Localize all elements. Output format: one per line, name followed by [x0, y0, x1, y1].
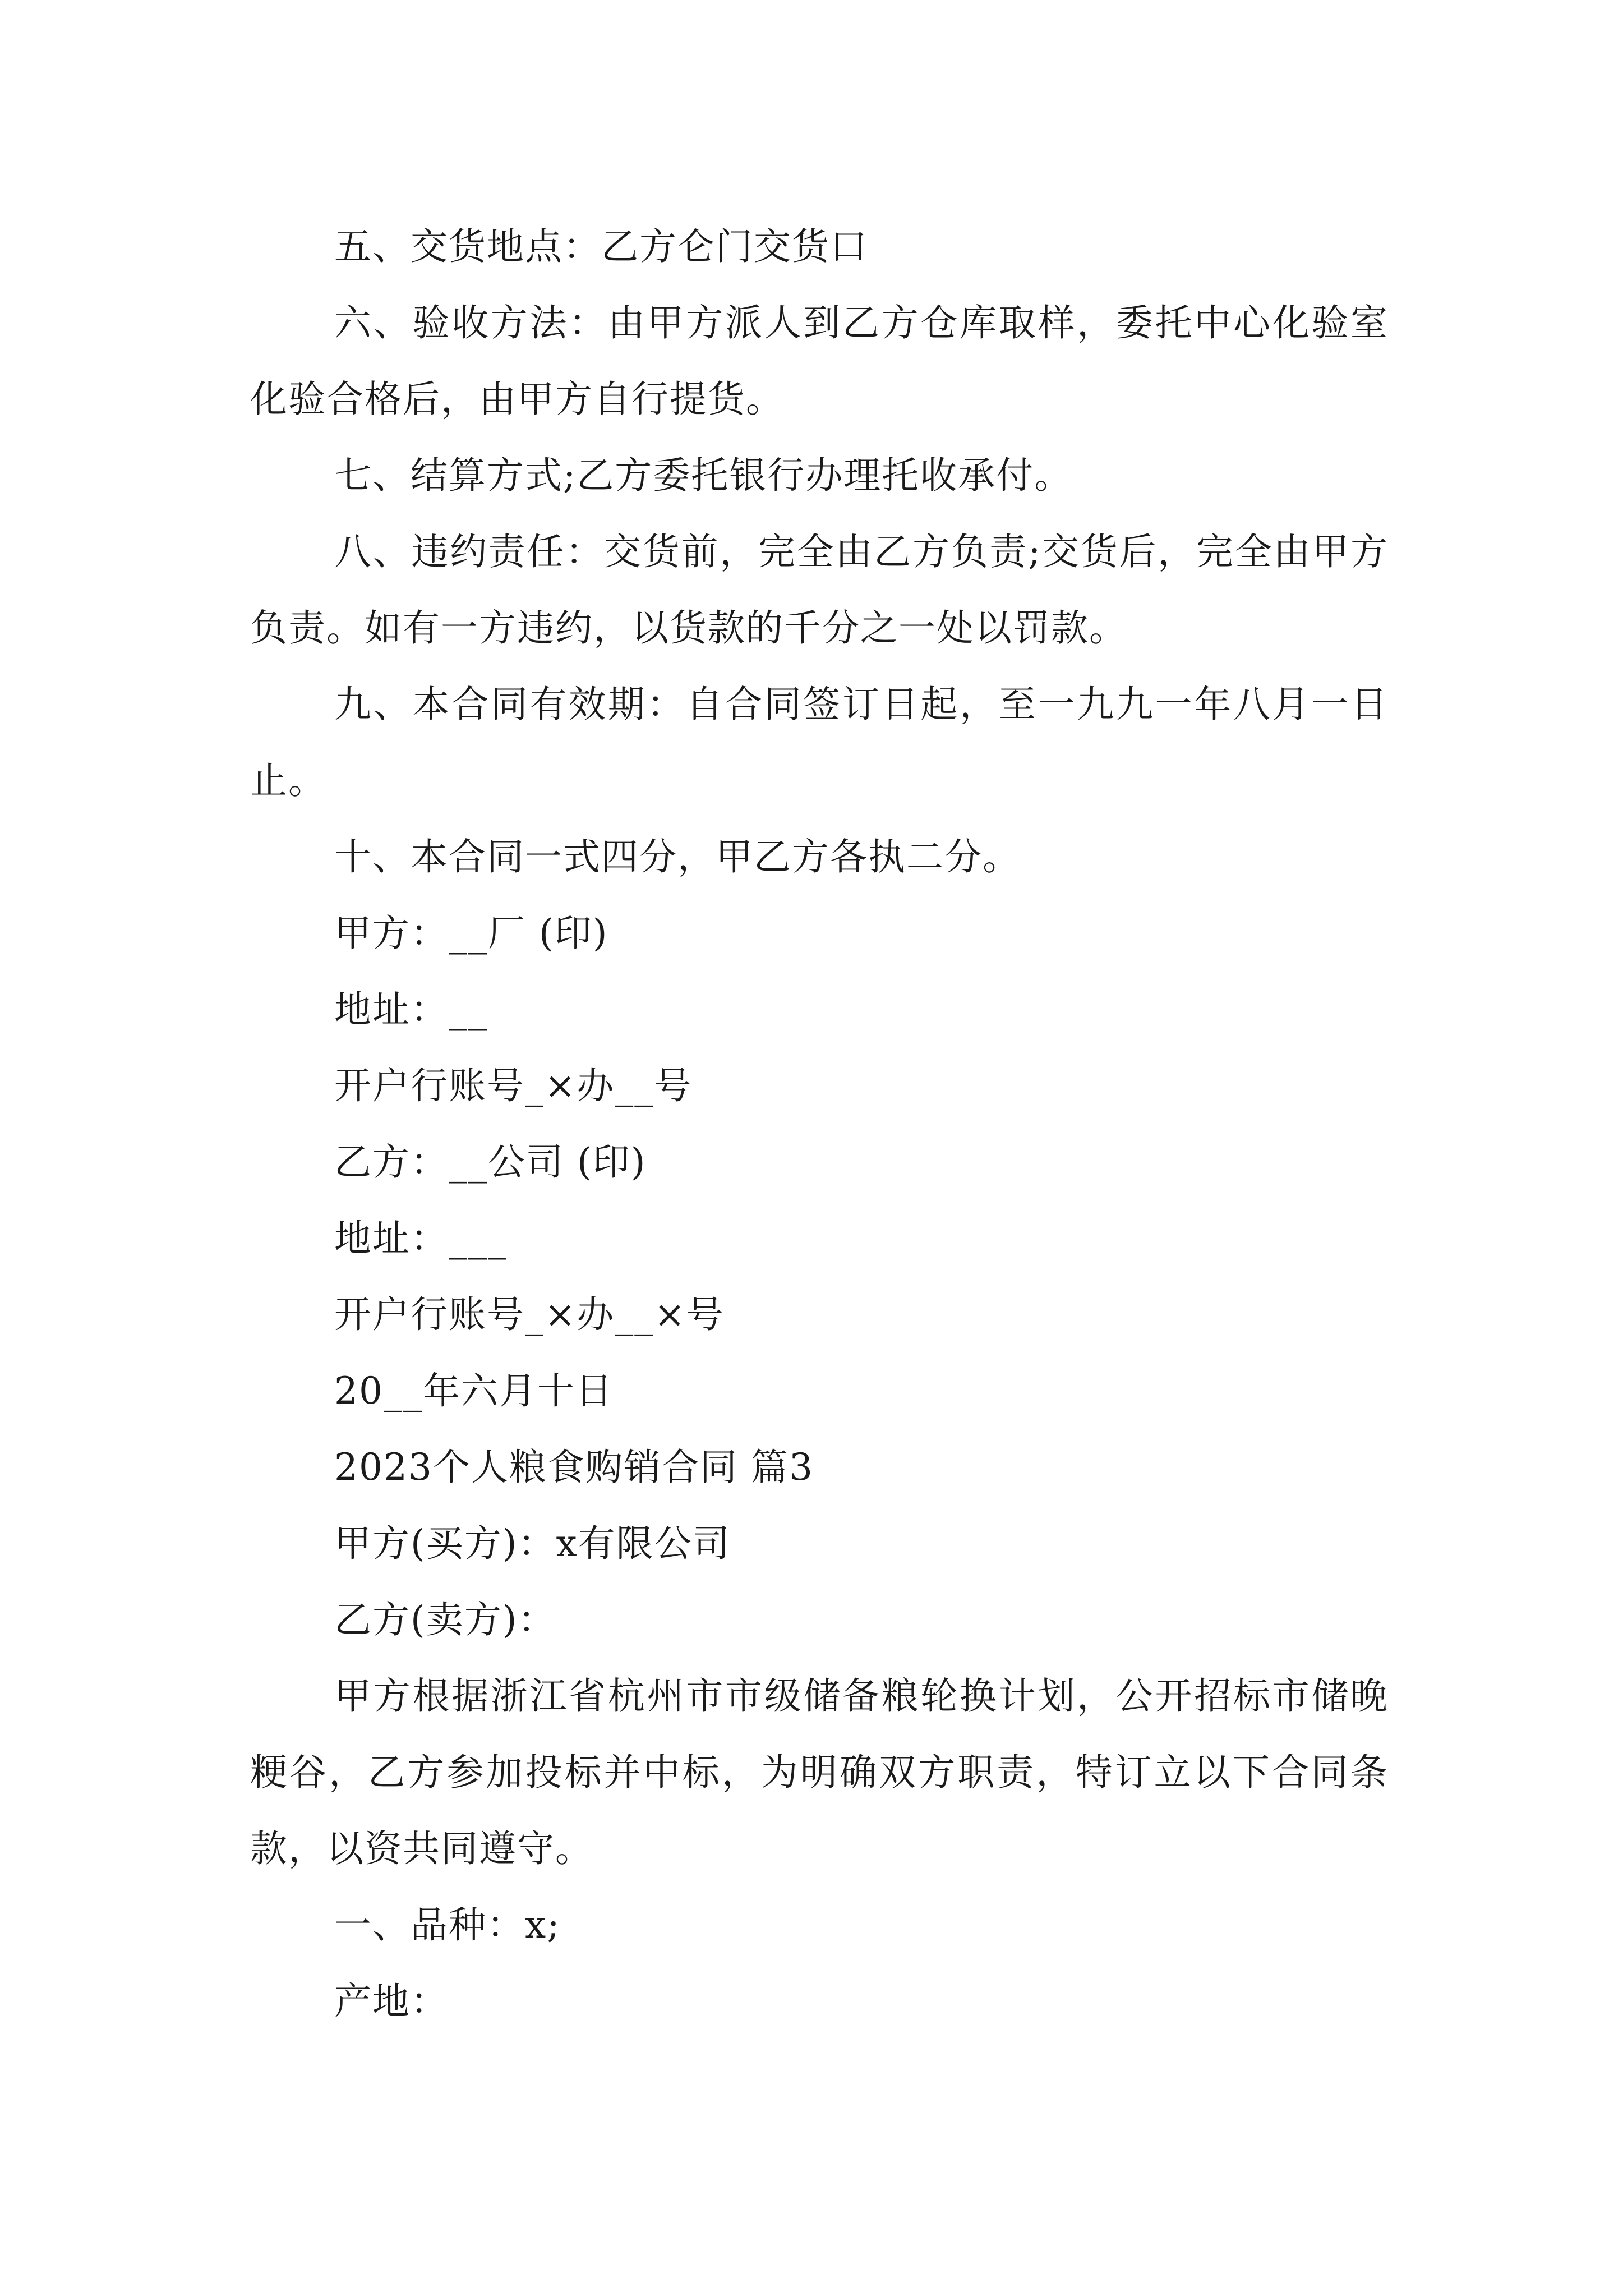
clause-copies: 十、本合同一式四分，甲乙方各执二分。 — [334, 835, 1021, 878]
clause-validity-period: 九、本合同有效期：自合同签订日起，至一九九一年八月一日止。 — [250, 683, 1389, 802]
clause-origin: 产地： — [334, 1980, 449, 2023]
party-b-name: 乙方：__公司 (印) — [334, 1140, 647, 1184]
buyer-party: 甲方(买方)：x有限公司 — [334, 1522, 731, 1565]
clause-inspection-method: 六、验收方法：由甲方派人到乙方仓库取样，委托中心化验室化验合格后，由甲方自行提货。 — [250, 301, 1389, 421]
party-a-name: 甲方：__厂 (印) — [334, 912, 608, 955]
party-b-bank-account: 开户行账号_×办__×号 — [334, 1293, 725, 1336]
clause-delivery-location: 五、交货地点：乙方仑门交货口 — [334, 225, 868, 268]
party-a-bank-account: 开户行账号_×办__号 — [334, 1064, 693, 1107]
seller-party: 乙方(卖方)： — [334, 1598, 556, 1641]
clause-breach-liability: 八、违约责任：交货前，完全由乙方负责;交货后，完全由甲方负责。如有一方违约，以货款的千分之一处以罚款。 — [250, 530, 1389, 650]
clause-variety: 一、品种：x; — [334, 1903, 561, 1947]
contract-preamble: 甲方根据浙江省杭州市市级储备粮轮换计划，公开招标市储晚粳谷，乙方参加投标并中标，为明确双方职责，特订立以下合同条款，以资共同遵守。 — [250, 1674, 1389, 1870]
section-heading: 2023个人粮食购销合同 篇3 — [334, 1446, 814, 1489]
signing-date: 20__年六月十日 — [334, 1369, 614, 1412]
party-a-address: 地址：__ — [334, 988, 488, 1031]
clause-settlement-method: 七、结算方式;乙方委托银行办理托收承付。 — [334, 454, 1073, 497]
contract-text — [250, 209, 1389, 2040]
party-b-address: 地址：___ — [334, 1217, 508, 1260]
